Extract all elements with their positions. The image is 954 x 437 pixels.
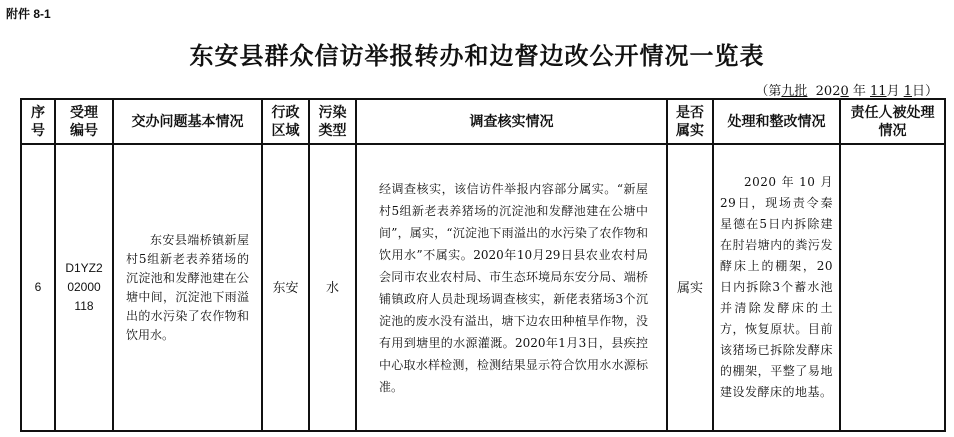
- header-accept-no: 受理编号: [55, 99, 113, 144]
- batch-year-prefix: 202: [807, 84, 841, 99]
- header-region: 行政区域: [262, 99, 309, 144]
- table-row: [21, 144, 945, 431]
- header-investigation: 调查核实情况: [356, 99, 667, 144]
- header-handling: 处理和整改情况: [713, 99, 840, 144]
- cell-accountability: [840, 144, 945, 431]
- cell-region: 东安: [262, 144, 309, 431]
- header-seq: 序号: [21, 99, 55, 144]
- page-title: 东安县群众信访举报转办和边督边改公开情况一览表: [189, 42, 765, 70]
- cell-verified: 属实: [667, 144, 713, 431]
- cell-accept-no: D1YZ202000118: [55, 144, 113, 431]
- batch-year-suffix: 年: [848, 84, 871, 99]
- report-table: [20, 98, 946, 432]
- cell-issue: 东安县端桥镇新屋村5组新老表养猪场的沉淀池和发酵池建在公塘中间，沉淀池下雨溢出的水污染了农作物和饮用水。: [113, 144, 262, 431]
- table-header-row: [21, 99, 945, 144]
- batch-year-digit: 0: [840, 84, 849, 99]
- batch-number: 九批: [781, 84, 808, 99]
- batch-info: [755, 80, 938, 99]
- cell-investigation: 经调查核实，该信访件举报内容部分属实。“新屋村5组新老表养猪场的沉淀池和发酵池建在公塘中间”，属实，“沉淀池下雨溢出的水污染了农作物和饮用水”不属实。2020年10月29日县农业农村局会同市农业农村局、市生态环境局东安分局、端桥铺镇政府人员赴现场调查核实，新佬表猪场3个沉淀池的废水没有溢出，塘下边农田种植旱作物，没有用到塘里的水源灌溉。2020年1月3日，县疾控中心取水样检测，检测结果显示符合饮用水水源标准。: [356, 144, 667, 431]
- cell-handling: 2020年10月29日，现场责令秦星德在5日内拆除建在肘岩塘内的粪污发酵床上的棚架，20日内拆除3个蓄水池并清除发酵床的土方，恢复原状。目前该猪场已拆除发酵床的棚架，平整了易地建设发酵床的地基。: [713, 144, 840, 431]
- header-accountability: 责任人被处理情况: [840, 99, 945, 144]
- batch-open: （第: [755, 84, 782, 99]
- batch-day-suffix: 日）: [911, 84, 938, 99]
- cell-seq: 6: [21, 144, 55, 431]
- batch-day: 1: [903, 84, 912, 99]
- batch-month-suffix: 月: [886, 84, 904, 99]
- batch-month: 11: [870, 84, 887, 99]
- header-verified: 是否属实: [667, 99, 713, 144]
- header-pollution: 污染类型: [309, 99, 356, 144]
- attachment-label: 附件 8-1: [6, 7, 51, 21]
- cell-pollution: 水: [309, 144, 356, 431]
- header-issue: 交办问题基本情况: [113, 99, 262, 144]
